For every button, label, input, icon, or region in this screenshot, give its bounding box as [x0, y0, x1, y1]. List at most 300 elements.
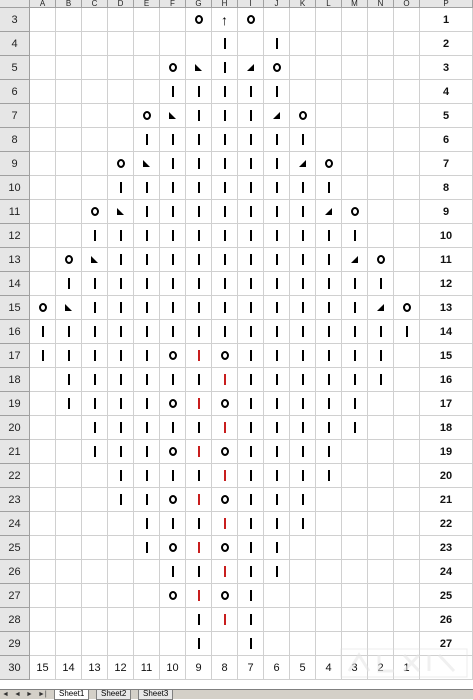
cell-d17[interactable] [108, 344, 134, 368]
cell-g23[interactable] [186, 488, 212, 512]
cell-e11[interactable] [134, 200, 160, 224]
cell-n4[interactable] [368, 32, 394, 56]
cell-h14[interactable] [212, 272, 238, 296]
cell-k3[interactable] [290, 8, 316, 32]
cell-p28[interactable] [420, 608, 473, 632]
cell-d21[interactable] [108, 440, 134, 464]
cell-h20[interactable] [212, 416, 238, 440]
cell-l25[interactable] [316, 536, 342, 560]
cell-a13[interactable] [30, 248, 56, 272]
cell-l9[interactable] [316, 152, 342, 176]
cell-j10[interactable] [264, 176, 290, 200]
cell-d18[interactable] [108, 368, 134, 392]
cell-f14[interactable] [160, 272, 186, 296]
cell-j12[interactable] [264, 224, 290, 248]
cell-c28[interactable] [82, 608, 108, 632]
cell-g29[interactable] [186, 632, 212, 656]
row-header-25[interactable]: 25 [0, 536, 30, 560]
cell-l14[interactable] [316, 272, 342, 296]
cell-a18[interactable] [30, 368, 56, 392]
cell-f10[interactable] [160, 176, 186, 200]
cell-m20[interactable] [342, 416, 368, 440]
cell-o7[interactable] [394, 104, 420, 128]
cell-d23[interactable] [108, 488, 134, 512]
cell-f3[interactable] [160, 8, 186, 32]
row-header-7[interactable]: 7 [0, 104, 30, 128]
cell-c22[interactable] [82, 464, 108, 488]
row-header-14[interactable]: 14 [0, 272, 30, 296]
cell-i12[interactable] [238, 224, 264, 248]
cell-g11[interactable] [186, 200, 212, 224]
cell-d13[interactable] [108, 248, 134, 272]
column-header-i[interactable]: I [238, 0, 264, 8]
cell-n26[interactable] [368, 560, 394, 584]
cell-m16[interactable] [342, 320, 368, 344]
cell-p14[interactable] [420, 272, 473, 296]
cell-f11[interactable] [160, 200, 186, 224]
row-header-21[interactable]: 21 [0, 440, 30, 464]
cell-h25[interactable] [212, 536, 238, 560]
cell-o13[interactable] [394, 248, 420, 272]
cell-j25[interactable] [264, 536, 290, 560]
cell-e8[interactable] [134, 128, 160, 152]
cell-j14[interactable] [264, 272, 290, 296]
cell-f9[interactable] [160, 152, 186, 176]
cell-d24[interactable] [108, 512, 134, 536]
cell-k28[interactable] [290, 608, 316, 632]
cell-b9[interactable] [56, 152, 82, 176]
cell-m24[interactable] [342, 512, 368, 536]
cell-c11[interactable] [82, 200, 108, 224]
cell-g4[interactable] [186, 32, 212, 56]
cell-h19[interactable] [212, 392, 238, 416]
cell-l10[interactable] [316, 176, 342, 200]
cell-j22[interactable] [264, 464, 290, 488]
cell-a5[interactable] [30, 56, 56, 80]
cell-c27[interactable] [82, 584, 108, 608]
cell-i23[interactable] [238, 488, 264, 512]
cell-g13[interactable] [186, 248, 212, 272]
cell-i21[interactable] [238, 440, 264, 464]
cell-g27[interactable] [186, 584, 212, 608]
column-header-b[interactable]: B [56, 0, 82, 8]
cell-l13[interactable] [316, 248, 342, 272]
cell-i22[interactable] [238, 464, 264, 488]
cell-e3[interactable] [134, 8, 160, 32]
cell-b18[interactable] [56, 368, 82, 392]
cell-e22[interactable] [134, 464, 160, 488]
cell-m18[interactable] [342, 368, 368, 392]
cell-m6[interactable] [342, 80, 368, 104]
cell-m17[interactable] [342, 344, 368, 368]
cell-a11[interactable] [30, 200, 56, 224]
cell-n12[interactable] [368, 224, 394, 248]
cell-h22[interactable] [212, 464, 238, 488]
cell-d27[interactable] [108, 584, 134, 608]
cell-f4[interactable] [160, 32, 186, 56]
cell-e7[interactable] [134, 104, 160, 128]
cell-j4[interactable] [264, 32, 290, 56]
cell-l21[interactable] [316, 440, 342, 464]
cell-a30[interactable] [30, 656, 56, 680]
cell-a27[interactable] [30, 584, 56, 608]
cell-c16[interactable] [82, 320, 108, 344]
cell-l15[interactable] [316, 296, 342, 320]
cell-l19[interactable] [316, 392, 342, 416]
cell-k16[interactable] [290, 320, 316, 344]
cell-m19[interactable] [342, 392, 368, 416]
cell-k17[interactable] [290, 344, 316, 368]
cell-n5[interactable] [368, 56, 394, 80]
cell-n22[interactable] [368, 464, 394, 488]
cell-k13[interactable] [290, 248, 316, 272]
cell-h26[interactable] [212, 560, 238, 584]
row-header-11[interactable]: 11 [0, 200, 30, 224]
cell-j23[interactable] [264, 488, 290, 512]
cell-b6[interactable] [56, 80, 82, 104]
cell-f29[interactable] [160, 632, 186, 656]
row-header-20[interactable]: 20 [0, 416, 30, 440]
cell-l12[interactable] [316, 224, 342, 248]
cell-g18[interactable] [186, 368, 212, 392]
cell-k30[interactable] [290, 656, 316, 680]
row-header-9[interactable]: 9 [0, 152, 30, 176]
cell-h23[interactable] [212, 488, 238, 512]
cell-n14[interactable] [368, 272, 394, 296]
cell-m28[interactable] [342, 608, 368, 632]
cell-k25[interactable] [290, 536, 316, 560]
cell-k12[interactable] [290, 224, 316, 248]
cell-k22[interactable] [290, 464, 316, 488]
row-header-27[interactable]: 27 [0, 584, 30, 608]
cell-c12[interactable] [82, 224, 108, 248]
cell-e28[interactable] [134, 608, 160, 632]
cell-o27[interactable] [394, 584, 420, 608]
column-header-l[interactable]: L [316, 0, 342, 8]
cell-c20[interactable] [82, 416, 108, 440]
cell-g24[interactable] [186, 512, 212, 536]
cell-j19[interactable] [264, 392, 290, 416]
column-header-g[interactable]: G [186, 0, 212, 8]
cell-b21[interactable] [56, 440, 82, 464]
cell-f5[interactable] [160, 56, 186, 80]
cell-p3[interactable] [420, 8, 473, 32]
cell-d29[interactable] [108, 632, 134, 656]
cell-c21[interactable] [82, 440, 108, 464]
cell-p12[interactable] [420, 224, 473, 248]
cell-a12[interactable] [30, 224, 56, 248]
cell-d15[interactable] [108, 296, 134, 320]
cell-n18[interactable] [368, 368, 394, 392]
cell-c14[interactable] [82, 272, 108, 296]
cell-k19[interactable] [290, 392, 316, 416]
cell-p5[interactable] [420, 56, 473, 80]
row-header-23[interactable]: 23 [0, 488, 30, 512]
cell-h16[interactable] [212, 320, 238, 344]
cell-m5[interactable] [342, 56, 368, 80]
cell-g9[interactable] [186, 152, 212, 176]
cell-i26[interactable] [238, 560, 264, 584]
cell-c7[interactable] [82, 104, 108, 128]
cell-o4[interactable] [394, 32, 420, 56]
cell-a20[interactable] [30, 416, 56, 440]
cell-n20[interactable] [368, 416, 394, 440]
sheet-nav-arrow-icon[interactable]: ► [26, 691, 33, 698]
cell-n6[interactable] [368, 80, 394, 104]
cell-p19[interactable] [420, 392, 473, 416]
cell-i4[interactable] [238, 32, 264, 56]
cell-m15[interactable] [342, 296, 368, 320]
row-header-10[interactable]: 10 [0, 176, 30, 200]
cell-e30[interactable] [134, 656, 160, 680]
cell-n7[interactable] [368, 104, 394, 128]
cell-b26[interactable] [56, 560, 82, 584]
cell-n9[interactable] [368, 152, 394, 176]
cell-p7[interactable] [420, 104, 473, 128]
cell-g25[interactable] [186, 536, 212, 560]
cell-f23[interactable] [160, 488, 186, 512]
cell-j9[interactable] [264, 152, 290, 176]
cell-j30[interactable] [264, 656, 290, 680]
cell-a4[interactable] [30, 32, 56, 56]
cell-a19[interactable] [30, 392, 56, 416]
cell-j18[interactable] [264, 368, 290, 392]
cell-o17[interactable] [394, 344, 420, 368]
cell-j6[interactable] [264, 80, 290, 104]
cell-m23[interactable] [342, 488, 368, 512]
cell-i15[interactable] [238, 296, 264, 320]
cell-i30[interactable] [238, 656, 264, 680]
cell-b22[interactable] [56, 464, 82, 488]
cell-a29[interactable] [30, 632, 56, 656]
row-header-15[interactable]: 15 [0, 296, 30, 320]
cell-h10[interactable] [212, 176, 238, 200]
cell-i28[interactable] [238, 608, 264, 632]
cell-l20[interactable] [316, 416, 342, 440]
cell-a9[interactable] [30, 152, 56, 176]
cell-a3[interactable] [30, 8, 56, 32]
cell-e26[interactable] [134, 560, 160, 584]
cell-f13[interactable] [160, 248, 186, 272]
cell-d25[interactable] [108, 536, 134, 560]
cell-g30[interactable] [186, 656, 212, 680]
cell-a28[interactable] [30, 608, 56, 632]
cell-d28[interactable] [108, 608, 134, 632]
row-header-19[interactable]: 19 [0, 392, 30, 416]
cell-n19[interactable] [368, 392, 394, 416]
cell-e19[interactable] [134, 392, 160, 416]
cell-n27[interactable] [368, 584, 394, 608]
cell-f21[interactable] [160, 440, 186, 464]
cell-d6[interactable] [108, 80, 134, 104]
cell-h9[interactable] [212, 152, 238, 176]
cell-e4[interactable] [134, 32, 160, 56]
cell-k18[interactable] [290, 368, 316, 392]
cell-i19[interactable] [238, 392, 264, 416]
cell-k29[interactable] [290, 632, 316, 656]
cell-b16[interactable] [56, 320, 82, 344]
cell-h12[interactable] [212, 224, 238, 248]
cell-j16[interactable] [264, 320, 290, 344]
cell-k23[interactable] [290, 488, 316, 512]
cell-f8[interactable] [160, 128, 186, 152]
column-header-h[interactable]: H [212, 0, 238, 8]
cell-j3[interactable] [264, 8, 290, 32]
cell-c3[interactable] [82, 8, 108, 32]
cell-d9[interactable] [108, 152, 134, 176]
cell-g22[interactable] [186, 464, 212, 488]
cell-m10[interactable] [342, 176, 368, 200]
cell-i24[interactable] [238, 512, 264, 536]
cell-f19[interactable] [160, 392, 186, 416]
cell-j17[interactable] [264, 344, 290, 368]
cell-g8[interactable] [186, 128, 212, 152]
cell-l5[interactable] [316, 56, 342, 80]
sheet-nav-arrow-icon[interactable]: ►| [38, 691, 47, 698]
cell-l22[interactable] [316, 464, 342, 488]
cell-f25[interactable] [160, 536, 186, 560]
row-header-30[interactable]: 30 [0, 656, 30, 680]
cell-m3[interactable] [342, 8, 368, 32]
cell-f6[interactable] [160, 80, 186, 104]
cell-n24[interactable] [368, 512, 394, 536]
cell-i6[interactable] [238, 80, 264, 104]
cell-b28[interactable] [56, 608, 82, 632]
cell-b14[interactable] [56, 272, 82, 296]
cell-j7[interactable] [264, 104, 290, 128]
cell-d26[interactable] [108, 560, 134, 584]
cell-o12[interactable] [394, 224, 420, 248]
row-header-3[interactable]: 3 [0, 8, 30, 32]
cell-c10[interactable] [82, 176, 108, 200]
cell-f22[interactable] [160, 464, 186, 488]
cell-g5[interactable] [186, 56, 212, 80]
cell-g15[interactable] [186, 296, 212, 320]
column-header-n[interactable]: N [368, 0, 394, 8]
cell-f30[interactable] [160, 656, 186, 680]
cell-i5[interactable] [238, 56, 264, 80]
cell-l23[interactable] [316, 488, 342, 512]
cell-l8[interactable] [316, 128, 342, 152]
cell-m4[interactable] [342, 32, 368, 56]
cell-p13[interactable] [420, 248, 473, 272]
cell-n23[interactable] [368, 488, 394, 512]
cell-p11[interactable] [420, 200, 473, 224]
cell-m21[interactable] [342, 440, 368, 464]
cell-b23[interactable] [56, 488, 82, 512]
cell-h28[interactable] [212, 608, 238, 632]
cell-m25[interactable] [342, 536, 368, 560]
cell-b20[interactable] [56, 416, 82, 440]
cell-l11[interactable] [316, 200, 342, 224]
cell-l28[interactable] [316, 608, 342, 632]
cell-n25[interactable] [368, 536, 394, 560]
cell-a10[interactable] [30, 176, 56, 200]
cell-d10[interactable] [108, 176, 134, 200]
cell-b13[interactable] [56, 248, 82, 272]
row-header-26[interactable]: 26 [0, 560, 30, 584]
cell-o8[interactable] [394, 128, 420, 152]
cell-i7[interactable] [238, 104, 264, 128]
cell-j5[interactable] [264, 56, 290, 80]
cell-p26[interactable] [420, 560, 473, 584]
cell-i11[interactable] [238, 200, 264, 224]
cell-a16[interactable] [30, 320, 56, 344]
cell-j20[interactable] [264, 416, 290, 440]
row-header-6[interactable]: 6 [0, 80, 30, 104]
cell-c26[interactable] [82, 560, 108, 584]
cell-d12[interactable] [108, 224, 134, 248]
sheet-tab-2[interactable]: Sheet2 [96, 690, 131, 700]
cell-p6[interactable] [420, 80, 473, 104]
row-header-17[interactable]: 17 [0, 344, 30, 368]
cell-g17[interactable] [186, 344, 212, 368]
cell-h6[interactable] [212, 80, 238, 104]
cell-n13[interactable] [368, 248, 394, 272]
cell-p23[interactable] [420, 488, 473, 512]
cell-c13[interactable] [82, 248, 108, 272]
cell-a6[interactable] [30, 80, 56, 104]
cell-e6[interactable] [134, 80, 160, 104]
cell-m22[interactable] [342, 464, 368, 488]
cell-b12[interactable] [56, 224, 82, 248]
cell-a14[interactable] [30, 272, 56, 296]
sheet-nav-arrow-icon[interactable]: ◄ [14, 691, 21, 698]
cell-b10[interactable] [56, 176, 82, 200]
cell-e18[interactable] [134, 368, 160, 392]
cell-e23[interactable] [134, 488, 160, 512]
cell-k9[interactable] [290, 152, 316, 176]
row-header-28[interactable]: 28 [0, 608, 30, 632]
cell-g26[interactable] [186, 560, 212, 584]
cell-h3[interactable] [212, 8, 238, 32]
cell-g19[interactable] [186, 392, 212, 416]
cell-k4[interactable] [290, 32, 316, 56]
cell-o10[interactable] [394, 176, 420, 200]
cell-a23[interactable] [30, 488, 56, 512]
cell-p16[interactable] [420, 320, 473, 344]
cell-b30[interactable] [56, 656, 82, 680]
cell-m27[interactable] [342, 584, 368, 608]
column-header-a[interactable]: A [30, 0, 56, 8]
cell-a7[interactable] [30, 104, 56, 128]
cell-i27[interactable] [238, 584, 264, 608]
cell-d19[interactable] [108, 392, 134, 416]
cell-m14[interactable] [342, 272, 368, 296]
cell-i3[interactable] [238, 8, 264, 32]
cell-k5[interactable] [290, 56, 316, 80]
cell-d11[interactable] [108, 200, 134, 224]
cell-i20[interactable] [238, 416, 264, 440]
cell-j24[interactable] [264, 512, 290, 536]
select-all-corner[interactable] [0, 0, 30, 8]
cell-c8[interactable] [82, 128, 108, 152]
cell-d30[interactable] [108, 656, 134, 680]
cell-o15[interactable] [394, 296, 420, 320]
cell-j21[interactable] [264, 440, 290, 464]
cell-e10[interactable] [134, 176, 160, 200]
row-header-4[interactable]: 4 [0, 32, 30, 56]
cell-e14[interactable] [134, 272, 160, 296]
cell-e17[interactable] [134, 344, 160, 368]
cell-o6[interactable] [394, 80, 420, 104]
cell-l27[interactable] [316, 584, 342, 608]
cell-f16[interactable] [160, 320, 186, 344]
cell-m13[interactable] [342, 248, 368, 272]
row-header-8[interactable]: 8 [0, 128, 30, 152]
cell-o3[interactable] [394, 8, 420, 32]
row-header-13[interactable]: 13 [0, 248, 30, 272]
